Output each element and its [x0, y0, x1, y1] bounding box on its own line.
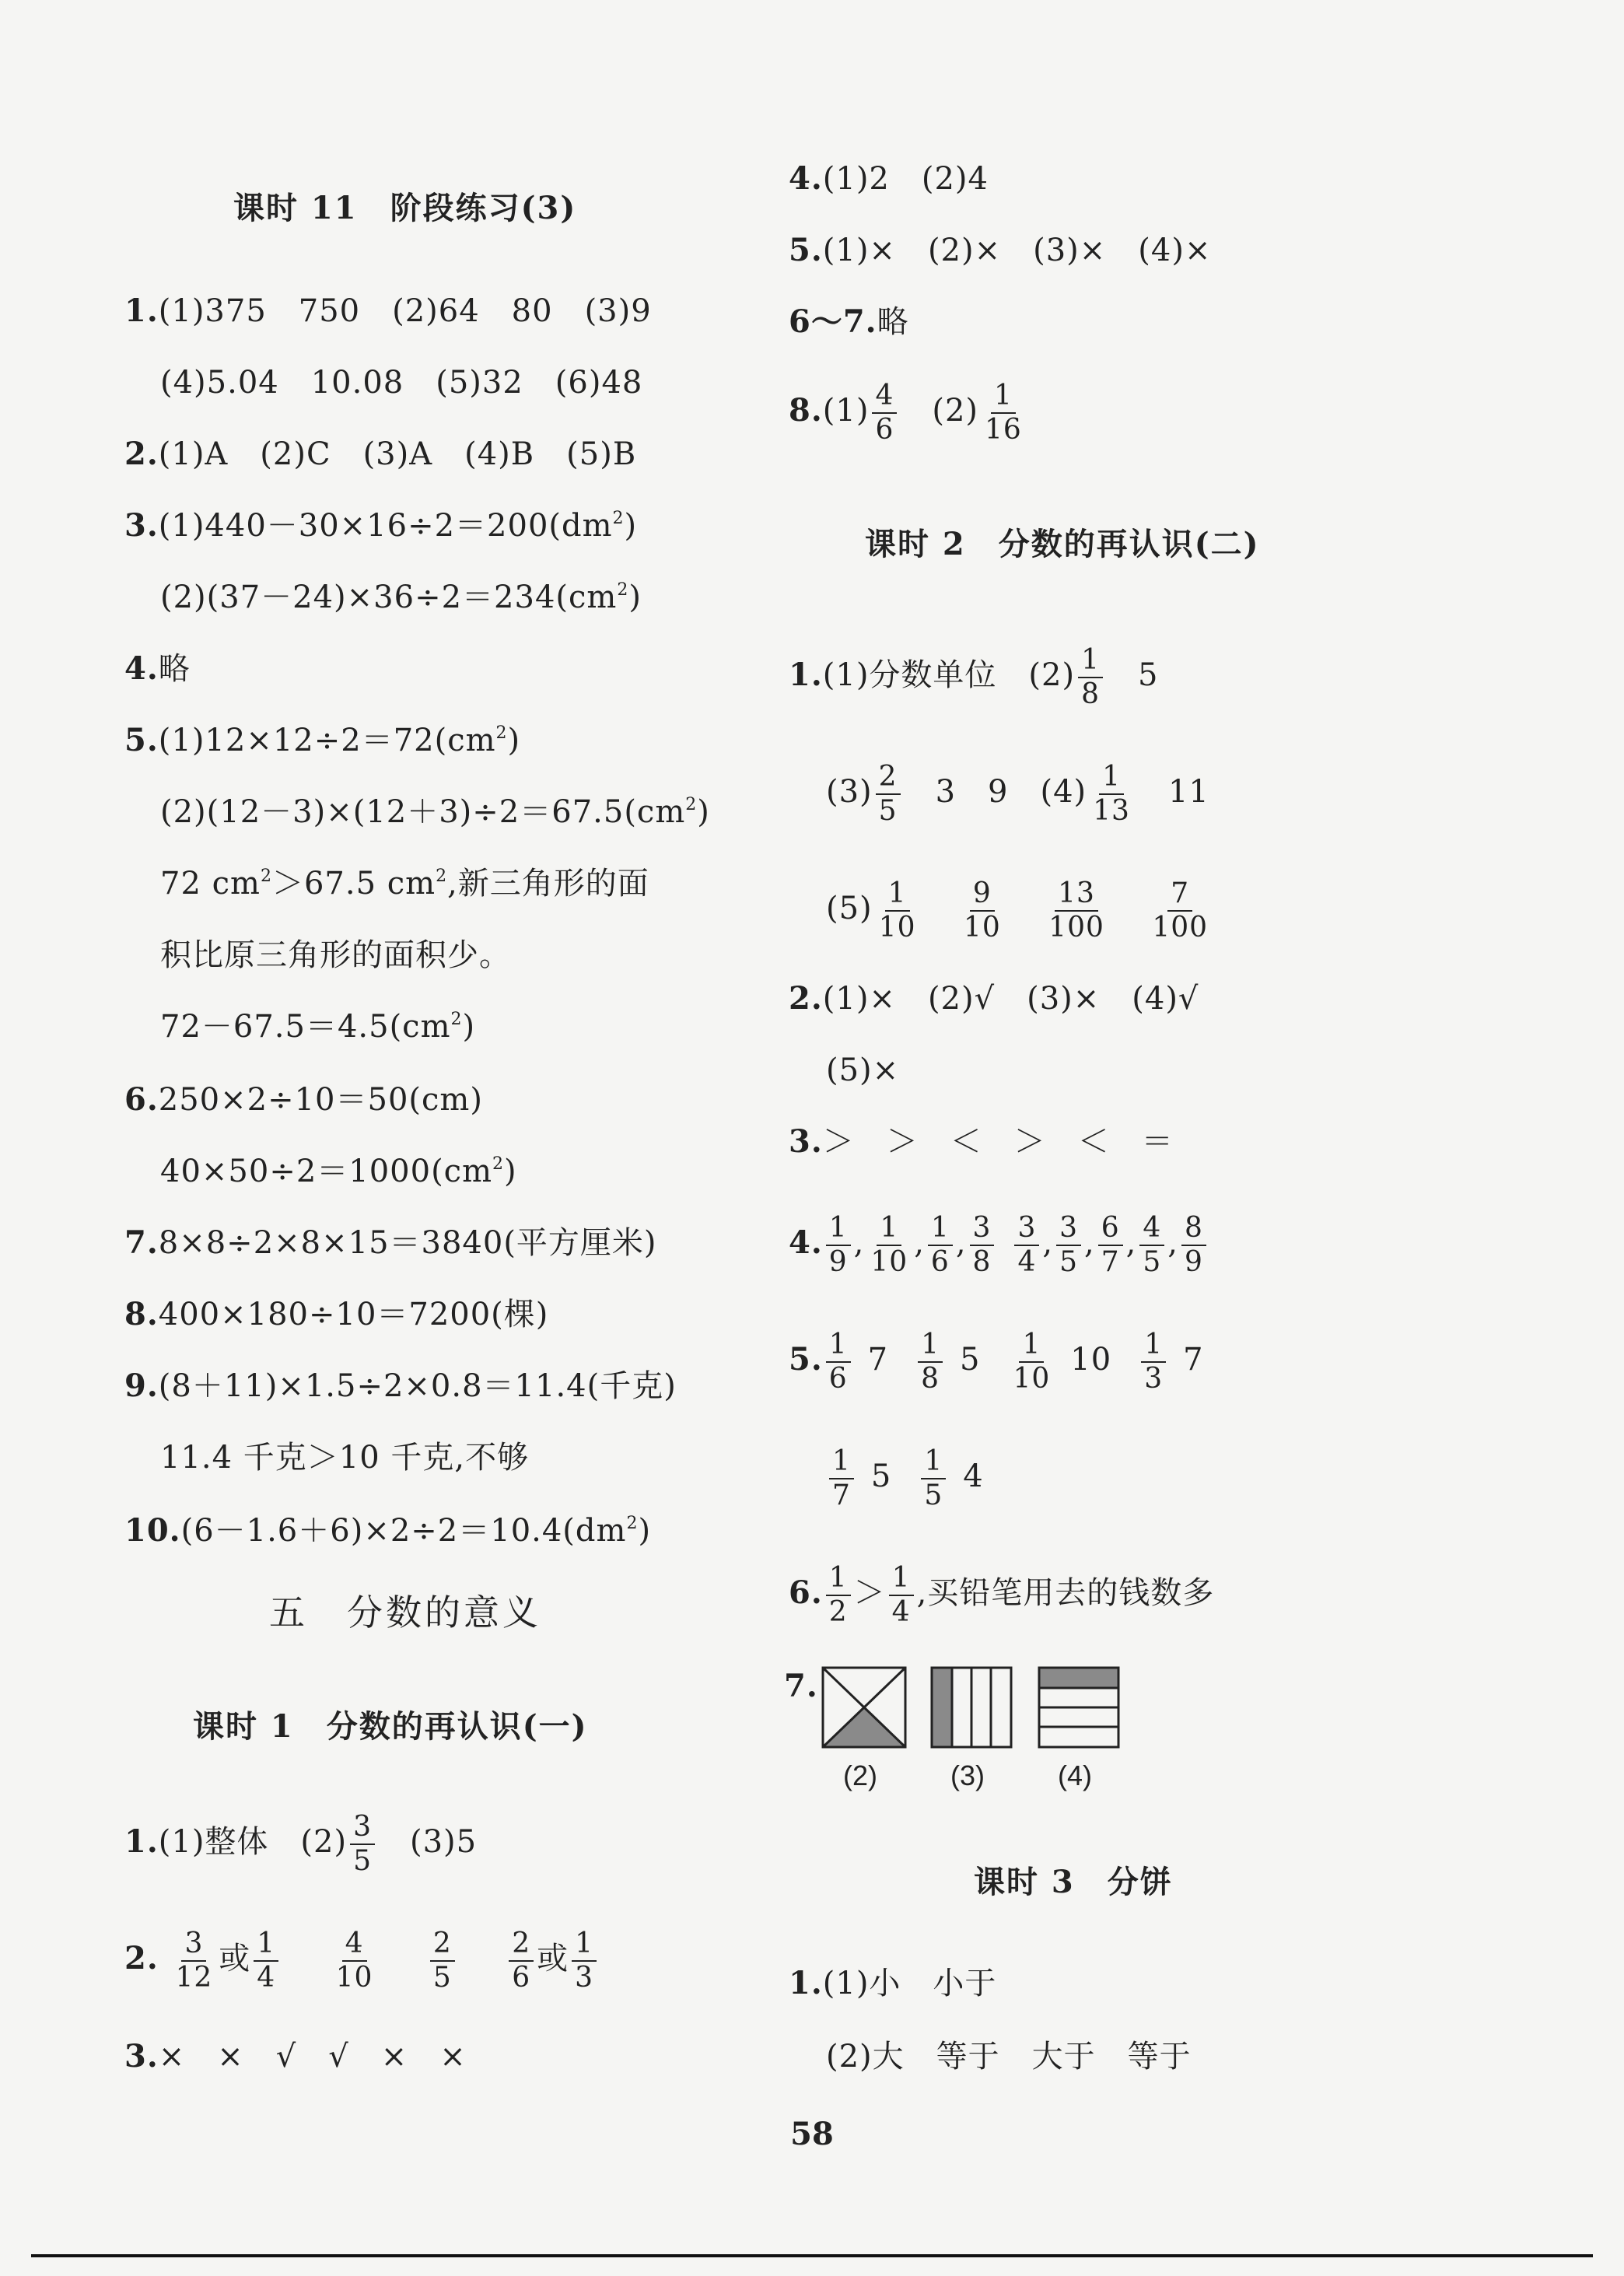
answer-3-line-2: $(2)(37-24)\times 36\div 2=234(cm^2)$	[160, 580, 642, 615]
pair-value: 4	[963, 1458, 984, 1494]
horizontal-strips-shaded-figure	[1038, 1666, 1120, 1749]
pair-value: 7	[867, 1341, 889, 1378]
answer-5-line-3: 72 $cm^2>67.5$ $cm^2$,新三角形的面	[160, 866, 649, 902]
answer-1-line-2: (4)5.04 10.08 (5)32 (6)48	[160, 365, 643, 401]
lesson-2-answer-2-line-1: 2.(1)× (2)√ (3)× (4)√	[789, 980, 1199, 1017]
unit-5-title: 五 分数的意义	[269, 1591, 541, 1633]
figure-label-4: (4)	[1058, 1760, 1092, 1791]
fraction	[1141, 1330, 1166, 1394]
answer-6-line-1: 6.250×2÷10＝50(cm)	[124, 1081, 483, 1118]
answer-3-line-1: $3.(1)440-30\times 16\div 2=200(dm^2)$	[124, 507, 638, 544]
comma-separator: ,	[1167, 1224, 1178, 1261]
numerator: 1	[826, 1213, 851, 1246]
denominator: 9	[828, 1245, 848, 1278]
vertical-strips-shaded-figure	[930, 1666, 1013, 1749]
fraction	[1181, 1213, 1206, 1277]
fraction	[970, 1213, 995, 1277]
fraction	[867, 1213, 911, 1277]
lesson-2-answer-3: 3.＞ ＞ ＜ ＞ ＜ ＝	[789, 1123, 1174, 1160]
numerator: 3	[970, 1213, 995, 1246]
comma-separator: ,	[853, 1224, 865, 1261]
fraction	[826, 1330, 851, 1394]
answer-7: 7.8×8÷2×8×15＝3840(平方厘米)	[124, 1224, 657, 1261]
lesson-2-answer-5-line-2	[826, 1447, 984, 1511]
answer-r8: 8.(1) $\frac{4}{6}$ (2) $\frac{1}{16}$	[789, 381, 1028, 445]
fraction	[928, 1213, 953, 1277]
denominator: 6	[828, 1362, 848, 1395]
numerator: 1	[826, 1330, 851, 1363]
fraction: $\frac{1}{3}$	[572, 1929, 597, 1993]
answer-r5: 5.(1)× (2)× (3)× (4)×	[789, 232, 1212, 268]
comma-separator: ,	[1042, 1224, 1054, 1261]
comma-separator: ,	[1125, 1224, 1137, 1261]
denominator: 10	[1013, 1362, 1051, 1395]
denominator: 9	[1184, 1245, 1203, 1278]
denominator: 8	[921, 1362, 940, 1395]
fraction	[1014, 1213, 1039, 1277]
ordered-fractions	[823, 1212, 1209, 1278]
square-diagonal-shaded-figure	[821, 1666, 907, 1749]
denominator: 5	[924, 1479, 943, 1511]
fraction	[1010, 1330, 1053, 1394]
answer-5-line-1: $5.(1)12\times 12\div 2=72(cm^2)$	[124, 722, 521, 758]
lesson-3-answer-1-line-2: (2)大 等于 大于 等于	[826, 2039, 1192, 2075]
lesson-2-title: 课时 2 分数的再认识(二)	[865, 526, 1260, 562]
fraction	[1098, 1213, 1123, 1277]
comma-separator: ,	[1083, 1224, 1095, 1261]
numerator: 6	[1098, 1213, 1123, 1246]
answer-5-line-4: 积比原三角形的面积少。	[160, 937, 511, 973]
lesson-2-answer-7-number: 7.	[784, 1668, 818, 1704]
lesson-2-answer-6: 6. $\frac{1}{2}$ ＞ $\frac{1}{4}$ ,买铅笔用去的钱数多	[789, 1562, 1215, 1628]
fraction: $\frac{7}{100}$	[1152, 877, 1209, 944]
denominator: 5	[1059, 1245, 1078, 1278]
fraction: $\frac{1}{10}$	[878, 877, 916, 944]
answer-6-line-2: $40\times 50\div 2=1000(cm^2)$	[160, 1154, 517, 1189]
fraction: $\frac{3}{12}$	[175, 1928, 213, 1994]
lesson-2-answer-1-line-3: (5) $\frac{1}{10}$ $\frac{9}{10}$ $\frac{13}{100}$ $\frac{7}{100}$	[826, 879, 1214, 943]
bottom-rule	[31, 2254, 1593, 2257]
fraction	[1139, 1213, 1164, 1277]
fraction	[921, 1447, 946, 1511]
answer-8: 8.400×180÷10＝7200(棵)	[124, 1296, 549, 1332]
pair-value: 7	[1183, 1341, 1204, 1378]
numerator: 1	[921, 1447, 946, 1479]
answer-r6-7: 6～7.略	[789, 303, 909, 340]
denominator: 10	[870, 1245, 908, 1278]
numerator: 1	[1019, 1330, 1044, 1363]
fraction-pairs-row-1	[823, 1329, 1204, 1395]
pair-value: 5	[960, 1341, 981, 1378]
fraction-answer-3: 3.× × √ √ × ×	[124, 2038, 467, 2075]
denominator: 8	[972, 1245, 992, 1278]
comma-separator: ,	[955, 1224, 967, 1261]
fraction: $\frac{1}{4}$	[889, 1563, 914, 1627]
fraction-answer-1: 1.(1)整体 (2) $\frac{3}{5}$ (3)5	[124, 1811, 478, 1877]
numerator: 1	[877, 1213, 901, 1246]
fraction	[826, 1213, 851, 1277]
fraction: $\frac{3}{5}$	[350, 1812, 375, 1876]
answer-9-line-1: 9.(8＋11)×1.5÷2×0.8＝11.4(千克)	[124, 1367, 677, 1404]
answer-10: $10.(6-1.6+6)\times 2\div 2=10.4(dm^2)$	[124, 1512, 652, 1549]
lesson-3-title: 课时 3 分饼	[974, 1864, 1173, 1900]
fraction	[1056, 1213, 1081, 1277]
fraction: $\frac{1}{2}$	[826, 1563, 851, 1627]
page-number: 58	[790, 2116, 834, 2152]
fraction-pairs-row-2	[826, 1445, 984, 1511]
numerator: 1	[829, 1447, 854, 1479]
lesson-3-answer-1-line-1: 1.(1)小 小于	[789, 1965, 997, 2001]
fraction-answer-2: 2. $\frac{3}{12}$ 或 $\frac{1}{4}$ $\frac{4}{10}$ $\frac{2}{5}$ $\frac{2}{6}$ 或 $\frac{1}{3}$	[124, 1929, 600, 1993]
lesson-2-answer-4: 4. $\frac{1}{9}$ , $\frac{1}{10}$ , $\frac{1}{6}$ , $\frac{3}{8}$ $\frac{3}{4}$ , $\frac{3}{5}$ , $\frac{6}{7}$ , $\frac{4}{5}$ , $\frac{8}{9}$	[789, 1213, 1209, 1277]
fraction: $\frac{2}{5}$	[430, 1929, 455, 1993]
lesson-2-answer-2-line-2: (5)×	[826, 1052, 900, 1088]
fraction: $\frac{1}{13}$	[1093, 761, 1130, 827]
fraction: $\frac{1}{8}$	[1078, 646, 1103, 709]
answer-9-line-2: 11.4 千克＞10 千克,不够	[160, 1440, 530, 1476]
numerator: 4	[1139, 1213, 1164, 1246]
fraction: $\frac{1}{4}$	[254, 1929, 278, 1993]
lesson-11-title: 课时 11 阶段练习(3)	[233, 190, 577, 226]
fraction: $\frac{13}{100}$	[1048, 877, 1104, 944]
figure-label-2: (2)	[843, 1760, 877, 1791]
numerator: 1	[1141, 1330, 1166, 1363]
denominator: 4	[1017, 1245, 1037, 1278]
numerator: 3	[1014, 1213, 1039, 1246]
comma-separator: ,	[914, 1224, 925, 1261]
numerator: 1	[918, 1330, 943, 1363]
lesson-1-title: 课时 1 分数的再认识(一)	[193, 1708, 588, 1745]
pair-value: 10	[1070, 1341, 1112, 1378]
fraction: $\frac{4}{10}$	[335, 1928, 373, 1994]
lesson-2-answer-1-line-1: 1.(1)分数单位 (2) $\frac{1}{8}$ 5	[789, 644, 1159, 710]
answer-4: 4.略	[124, 650, 191, 687]
fraction	[918, 1330, 943, 1394]
denominator: 6	[930, 1245, 950, 1278]
lesson-2-answer-1-line-2: (3) $\frac{2}{5}$ 3 9 (4) $\frac{1}{13}$ 11	[826, 761, 1209, 827]
fraction: $\frac{2}{5}$	[876, 762, 901, 826]
answer-5-line-2: $(2)(12-3)\times(12+3)\div 2=67.5(cm^2)$	[160, 794, 710, 830]
fraction: $\frac{2}{6}$	[509, 1929, 534, 1993]
answer-5-line-5: $72-67.5=4.5(cm^2)$	[160, 1009, 476, 1045]
numerator: 1	[928, 1213, 953, 1246]
denominator: 3	[1144, 1362, 1164, 1395]
lesson-2-answer-5-line-1: 5. $\frac{1}{6}$ 7 $\frac{1}{8}$ 5 $\frac{1}{10}$ 10 $\frac{1}{3}$ 7	[789, 1329, 1204, 1395]
denominator: 5	[1143, 1245, 1162, 1278]
denominator: 7	[1101, 1245, 1120, 1278]
numerator: 8	[1181, 1213, 1206, 1246]
answer-1-line-1: 1.(1)375 750 (2)64 80 (3)9	[124, 292, 652, 329]
fraction: $\frac{9}{10}$	[963, 877, 1001, 944]
fraction	[829, 1447, 854, 1511]
denominator: 7	[832, 1479, 851, 1511]
fraction: $\frac{1}{16}$	[985, 380, 1022, 446]
numerator: 3	[1056, 1213, 1081, 1246]
answer-r4: 4.(1)2 (2)4	[789, 160, 989, 197]
answer-2: 2.(1)A (2)C (3)A (4)B (5)B	[124, 436, 637, 472]
figure-label-3: (3)	[950, 1760, 985, 1791]
fraction: $\frac{4}{6}$	[872, 381, 897, 445]
pair-value: 5	[870, 1458, 892, 1494]
